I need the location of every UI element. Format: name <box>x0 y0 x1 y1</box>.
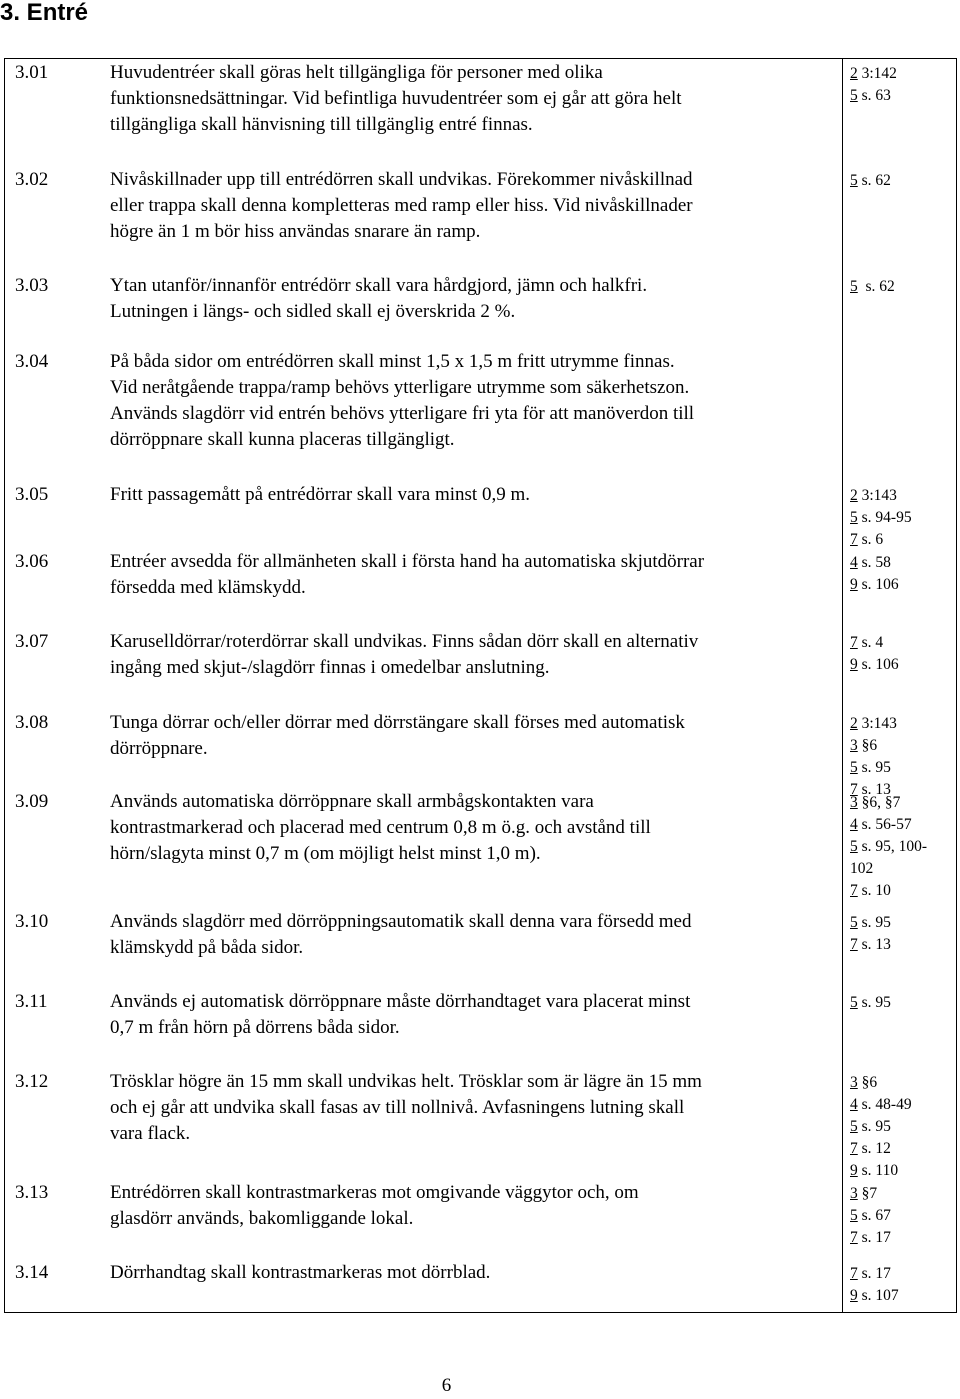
reference-entry <box>850 1285 954 1307</box>
column-divider <box>842 59 843 1312</box>
requirement-text <box>110 989 835 1041</box>
reference-entry <box>850 934 954 956</box>
reference-entry <box>850 529 954 551</box>
reference-source-number: 3 <box>850 1074 858 1091</box>
requirement-number: 3.01 <box>15 62 49 83</box>
reference-source-number: 3 <box>850 1185 858 1202</box>
reference-list <box>850 992 954 1014</box>
reference-list <box>850 713 954 801</box>
reference-page: §6 <box>857 1074 878 1091</box>
reference-list <box>850 912 954 956</box>
requirement-text-line: Nivåskillnader upp till entrédörren skall undvikas. Förekommer nivåskillnad <box>110 169 693 190</box>
requirement-text-line: Dörrhandtag skall kontrastmarkeras mot dörrblad. <box>110 1262 491 1283</box>
reference-page: s. 95 <box>857 1118 891 1135</box>
reference-page: s. 107 <box>857 1287 899 1304</box>
reference-entry <box>850 1072 954 1094</box>
reference-source-number: 7 <box>850 1140 858 1157</box>
reference-entry <box>850 1116 954 1138</box>
requirement-text-line: 0,7 m från hörn på dörrens båda sidor. <box>110 1017 400 1038</box>
reference-entry <box>850 485 954 507</box>
reference-page: 3:143 <box>857 487 897 504</box>
reference-source-number: 9 <box>850 576 858 593</box>
reference-page: §6 <box>857 737 878 754</box>
reference-entry <box>850 632 954 654</box>
reference-entry <box>850 880 954 902</box>
reference-list <box>850 792 954 902</box>
reference-source-number: 7 <box>850 634 858 651</box>
reference-source-number: 5 <box>850 838 858 855</box>
reference-source-number: 7 <box>850 882 858 899</box>
reference-page: s. 56-57 <box>857 816 912 833</box>
reference-entry <box>850 1138 954 1160</box>
requirement-text <box>110 629 835 681</box>
requirement-number: 3.05 <box>15 484 49 505</box>
requirement-text-line: Entréer avsedda för allmänheten skall i första hand ha automatiska skjutdörrar <box>110 551 705 572</box>
reference-entry <box>850 912 954 934</box>
requirement-number: 3.08 <box>15 712 49 733</box>
requirement-text <box>110 1069 835 1147</box>
reference-page: s. 95 <box>857 914 891 931</box>
reference-source-number: 5 <box>850 914 858 931</box>
reference-source-number: 5 <box>850 1207 858 1224</box>
page-number: 6 <box>441 1375 452 1396</box>
reference-entry <box>850 1183 954 1205</box>
requirement-number: 3.11 <box>15 991 48 1012</box>
requirement-number: 3.10 <box>15 911 49 932</box>
requirement-text-line: försedda med klämskydd. <box>110 577 306 598</box>
requirement-text-line: hörn/slagyta minst 0,7 m (om möjligt helst minst 1,0 m). <box>110 843 541 864</box>
reference-list <box>850 63 954 107</box>
reference-list <box>850 170 954 192</box>
requirement-text <box>110 549 835 601</box>
reference-page: s. 62 <box>857 172 891 189</box>
reference-source-number: 5 <box>850 87 858 104</box>
requirement-text <box>110 273 835 325</box>
requirement-text-line: Vid neråtgående trappa/ramp behövs ytterligare utrymme som säkerhetszon. <box>110 377 690 398</box>
requirement-number: 3.09 <box>15 791 49 812</box>
reference-source-number: 5 <box>850 509 858 526</box>
requirement-text-line: vara flack. <box>110 1123 191 1144</box>
reference-source-number: 2 <box>850 487 858 504</box>
reference-page: s. 110 <box>857 1162 899 1179</box>
reference-entry <box>850 992 954 1014</box>
requirement-text-line: Karuselldörrar/roterdörrar skall undvikas. Finns sådan dörr skall en alternativ <box>110 631 699 652</box>
requirement-text <box>110 710 835 762</box>
requirement-text-line: dörröppnare. <box>110 738 208 759</box>
requirement-text <box>110 909 835 961</box>
reference-source-number: 7 <box>850 781 858 798</box>
reference-entry <box>850 1094 954 1116</box>
reference-source-number: 3 <box>850 794 858 811</box>
reference-list <box>850 1072 954 1182</box>
reference-list <box>850 1263 954 1307</box>
reference-entry <box>850 170 954 192</box>
requirement-text-line: Används slagdörr med dörröppningsautomatik skall denna vara försedd med <box>110 911 692 932</box>
reference-page: s. 17 <box>857 1229 891 1246</box>
requirement-text <box>110 60 835 138</box>
reference-entry <box>850 858 954 880</box>
reference-page: s. 6 <box>857 531 884 548</box>
reference-entry <box>850 63 954 85</box>
reference-source-number: 4 <box>850 1096 858 1113</box>
reference-page: §6, §7 <box>857 794 901 811</box>
requirement-text-line: På båda sidor om entrédörren skall minst 1,5 x 1,5 m fritt utrymme finnas. <box>110 351 675 372</box>
reference-page: §7 <box>857 1185 878 1202</box>
reference-entry <box>850 507 954 529</box>
reference-source-number: 9 <box>850 1162 858 1179</box>
reference-entry <box>850 1227 954 1249</box>
reference-source-number: 7 <box>850 936 858 953</box>
reference-source-number: 4 <box>850 816 858 833</box>
reference-source-number: 3 <box>850 737 858 754</box>
reference-page: s. 62 <box>857 278 895 295</box>
section-heading: 3. Entré <box>0 0 89 26</box>
reference-entry <box>850 1263 954 1285</box>
requirement-text-line: dörröppnare skall kunna placeras tillgängligt. <box>110 429 455 450</box>
reference-page: s. 63 <box>857 87 891 104</box>
requirement-text-line: funktionsnedsättningar. Vid befintliga huvudentréer som ej går att göra helt <box>110 88 682 109</box>
reference-page: s. 58 <box>857 554 891 571</box>
reference-list <box>850 1183 954 1249</box>
requirement-text-line: Används slagdörr vid entrén behövs ytterligare fri yta för att manöverdon till <box>110 403 695 424</box>
requirement-text <box>110 789 835 867</box>
reference-entry <box>850 1205 954 1227</box>
requirement-number: 3.12 <box>15 1071 49 1092</box>
requirement-text-line: eller trappa skall denna kompletteras med ramp eller hiss. Vid nivåskillnader <box>110 195 693 216</box>
reference-page: s. 12 <box>857 1140 891 1157</box>
reference-list <box>850 485 954 551</box>
requirements-table <box>4 58 957 1313</box>
requirement-number: 3.02 <box>15 169 49 190</box>
reference-source-number: 7 <box>850 1229 858 1246</box>
reference-entry <box>850 1160 954 1182</box>
reference-source-number: 5 <box>850 994 858 1011</box>
requirement-text <box>110 482 835 508</box>
reference-source-number: 4 <box>850 554 858 571</box>
reference-source-number: 5 <box>850 278 858 295</box>
reference-entry <box>850 713 954 735</box>
requirement-text <box>110 1180 835 1232</box>
requirement-text-line: kontrastmarkerad och placerad med centrum 0,8 m ö.g. och avstånd till <box>110 817 651 838</box>
reference-list <box>850 276 954 298</box>
requirement-text-line: Lutningen i längs- och sidled skall ej överskrida 2 %. <box>110 301 516 322</box>
reference-entry <box>850 757 954 779</box>
reference-page: s. 4 <box>857 634 884 651</box>
reference-page: s. 95 <box>857 759 891 776</box>
reference-source-number: 7 <box>850 1265 858 1282</box>
reference-page: 3:142 <box>857 65 897 82</box>
requirement-text-line: Fritt passagemått på entrédörrar skall vara minst 0,9 m. <box>110 484 530 505</box>
requirement-number: 3.07 <box>15 631 49 652</box>
requirement-text-line: Huvudentréer skall göras helt tillgängliga för personer med olika <box>110 62 603 83</box>
requirement-number: 3.03 <box>15 275 49 296</box>
reference-source-number: 5 <box>850 172 858 189</box>
reference-entry <box>850 735 954 757</box>
reference-entry <box>850 654 954 676</box>
reference-entry <box>850 574 954 596</box>
reference-source-number: 5 <box>850 1118 858 1135</box>
reference-list <box>850 632 954 676</box>
reference-page: s. 13 <box>857 936 891 953</box>
reference-source-number: 2 <box>850 65 858 82</box>
reference-list <box>850 552 954 596</box>
reference-page: s. 13 <box>857 781 891 798</box>
reference-page: s. 106 <box>857 656 899 673</box>
reference-source-number: 2 <box>850 715 858 732</box>
requirement-text <box>110 167 835 245</box>
reference-entry <box>850 276 954 298</box>
reference-page: 102 <box>850 860 874 877</box>
requirement-text <box>110 1260 835 1286</box>
requirement-number: 3.04 <box>15 351 49 372</box>
requirement-text-line: glasdörr används, bakomliggande lokal. <box>110 1208 414 1229</box>
reference-page: s. 95, 100- <box>857 838 928 855</box>
reference-source-number: 9 <box>850 1287 858 1304</box>
reference-page: s. 67 <box>857 1207 891 1224</box>
requirement-number: 3.06 <box>15 551 49 572</box>
reference-page: s. 48-49 <box>857 1096 912 1113</box>
requirement-text-line: Används automatiska dörröppnare skall armbågskontakten vara <box>110 791 594 812</box>
requirement-number: 3.13 <box>15 1182 49 1203</box>
requirement-text-line: Entrédörren skall kontrastmarkeras mot omgivande väggytor och, om <box>110 1182 639 1203</box>
requirement-number: 3.14 <box>15 1262 49 1283</box>
reference-source-number: 5 <box>850 759 858 776</box>
reference-page: s. 17 <box>857 1265 891 1282</box>
requirement-text-line: tillgängliga skall hänvisning till tillgänglig entré finnas. <box>110 114 533 135</box>
requirement-text-line: Används ej automatisk dörröppnare måste dörrhandtaget vara placerat minst <box>110 991 691 1012</box>
requirement-text-line: Ytan utanför/innanför entrédörr skall vara hårdgjord, jämn och halkfri. <box>110 275 648 296</box>
reference-source-number: 9 <box>850 656 858 673</box>
requirement-text-line: Trösklar högre än 15 mm skall undvikas helt. Trösklar som är lägre än 15 mm <box>110 1071 702 1092</box>
requirement-text-line: Tunga dörrar och/eller dörrar med dörrstängare skall förses med automatisk <box>110 712 685 733</box>
reference-entry <box>850 814 954 836</box>
requirement-text-line: och ej går att undvika skall fasas av till nollnivå. Avfasningens lutning skall <box>110 1097 685 1118</box>
requirement-text-line: högre än 1 m bör hiss användas snarare än ramp. <box>110 221 481 242</box>
reference-entry <box>850 792 954 814</box>
reference-entry <box>850 836 954 858</box>
requirement-text <box>110 349 835 453</box>
reference-page: s. 106 <box>857 576 899 593</box>
reference-entry <box>850 85 954 107</box>
reference-entry <box>850 552 954 574</box>
reference-page: s. 94-95 <box>857 509 912 526</box>
requirement-text-line: klämskydd på båda sidor. <box>110 937 304 958</box>
requirement-text-line: ingång med skjut-/slagdörr finnas i omedelbar anslutning. <box>110 657 550 678</box>
reference-page: 3:143 <box>857 715 897 732</box>
reference-source-number: 7 <box>850 531 858 548</box>
reference-page: s. 10 <box>857 882 891 899</box>
reference-page: s. 95 <box>857 994 891 1011</box>
